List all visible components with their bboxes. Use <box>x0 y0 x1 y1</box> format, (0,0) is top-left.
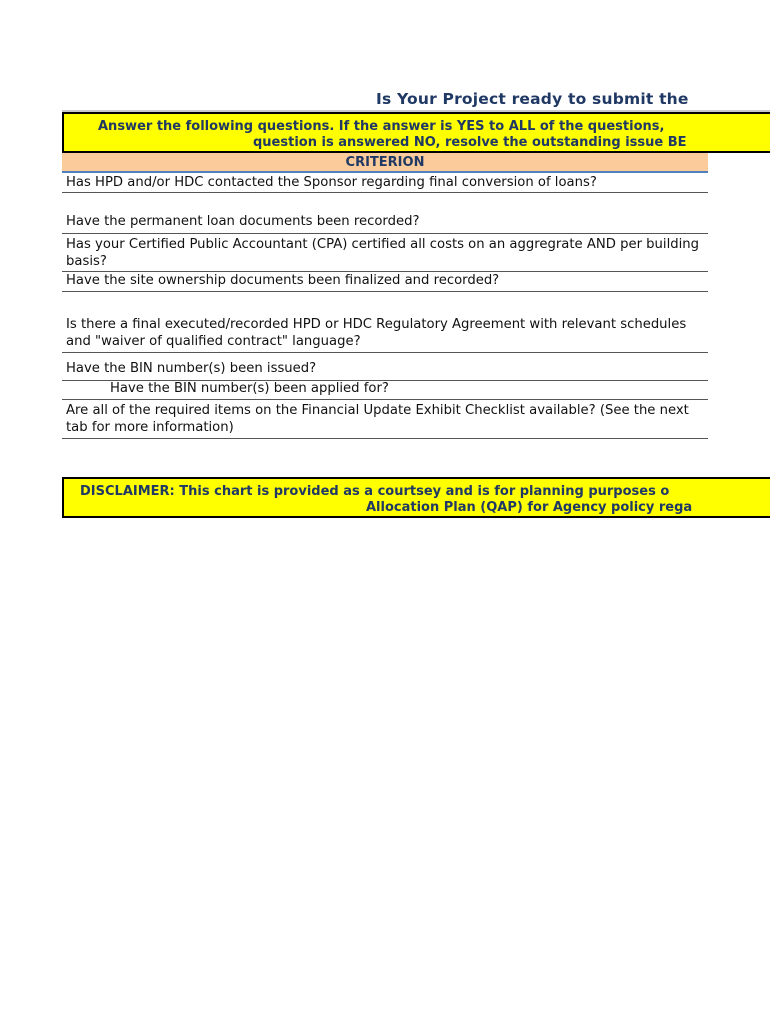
disclaimer-line-2: Allocation Plan (QAP) for Agency policy rega <box>366 500 693 515</box>
criterion-row <box>62 380 708 400</box>
criterion-row <box>62 213 708 234</box>
criterion-text: Is there a final executed/recorded HPD or HDC Regulatory Agreement with relevant schedules and "waiver of qualified contract" language? <box>66 317 687 349</box>
instructions-line-1: Answer the following questions. If the answer is YES to ALL of the questions, <box>98 119 665 134</box>
criterion-text: Has your Certified Public Accountant (CPA) certified all costs on an aggregrate AND per building basis? <box>66 237 699 269</box>
criterion-row <box>62 236 708 272</box>
criterion-row <box>62 402 708 439</box>
criterion-text: Have the site ownership documents been finalized and recorded? <box>66 273 500 288</box>
criterion-text: Have the BIN number(s) been issued? <box>66 361 317 376</box>
criterion-text: Are all of the required items on the Financial Update Exhibit Checklist available? (See the next tab for more information) <box>66 403 689 435</box>
criterion-column-header: CRITERION <box>62 153 708 173</box>
disclaimer-line-1: DISCLAIMER: This chart is provided as a courtsey and is for planning purposes o <box>80 484 670 499</box>
criterion-row <box>62 174 708 193</box>
instructions-line-2: question is answered NO, resolve the outstanding issue BE <box>253 135 687 150</box>
criterion-row <box>62 316 708 353</box>
criterion-row <box>62 360 708 381</box>
criterion-text: Have the BIN number(s) been applied for? <box>110 381 389 396</box>
criterion-text: Have the permanent loan documents been recorded? <box>66 214 420 229</box>
page-title: Is Your Project ready to submit the <box>376 90 689 108</box>
disclaimer-box <box>62 477 770 518</box>
criterion-text: Has HPD and/or HDC contacted the Sponsor regarding final conversion of loans? <box>66 175 597 190</box>
instructions-box <box>62 112 770 153</box>
criterion-row <box>62 272 708 292</box>
